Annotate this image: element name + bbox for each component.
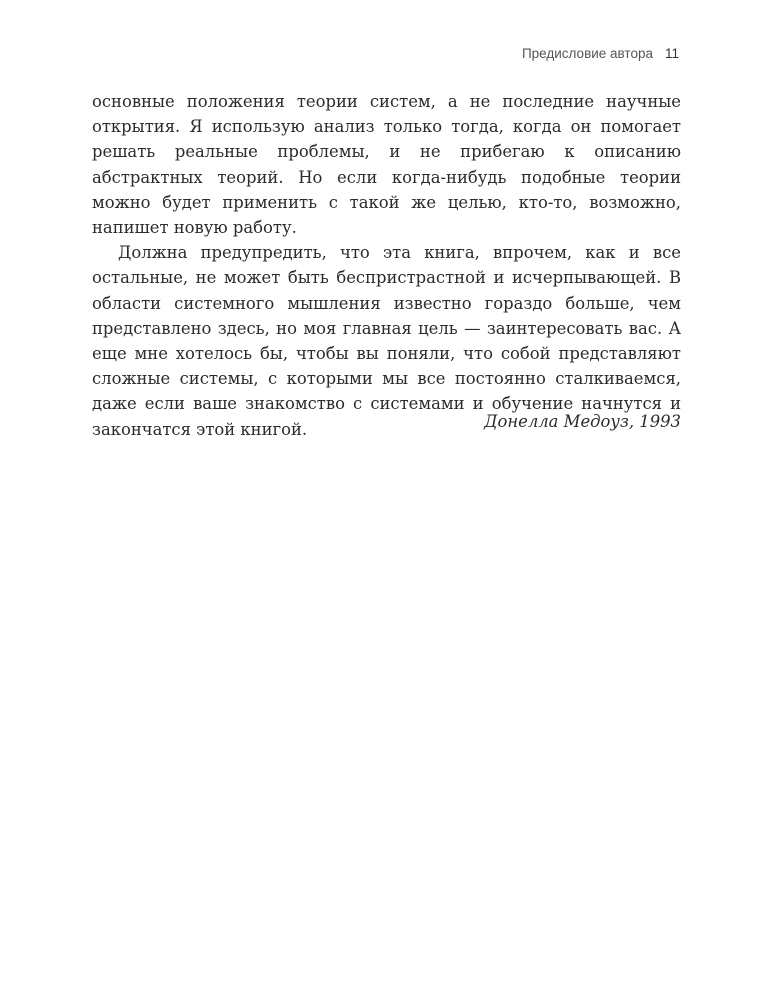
paragraph-continuation: основные положения теории систем, а не последние научные открытия. Я использую анализ только тогда, когда он помогает решать реальные проблемы, и не прибегаю к описанию абстрактных теорий. Но если когда-нибудь подобные теории можно будет применить с такой же целью, кто-то, возможно, напишет новую работу. [92, 92, 681, 238]
section-title: Предисловие автора [521, 46, 653, 61]
running-header [522, 46, 679, 61]
author-signature: Донелла Медоуз, 1993 [484, 412, 681, 431]
paragraph-warning: Должна предупредить, что эта книга, впрочем, как и все остальные, не может быть беспристрастной и исчерпывающей. В области системного мышления известно гораздо больше, чем представлено здесь, но моя главная цель — заинтересовать вас. А еще мне хотелось бы, чтобы вы поняли, что собой представляют сложные системы, с которыми мы все постоянно сталкиваемся, даже если ваше знакомство с системами и обучение начнутся и закончатся этой книгой. [92, 243, 681, 439]
page-number: 11 [664, 46, 679, 61]
body-text [92, 89, 681, 442]
